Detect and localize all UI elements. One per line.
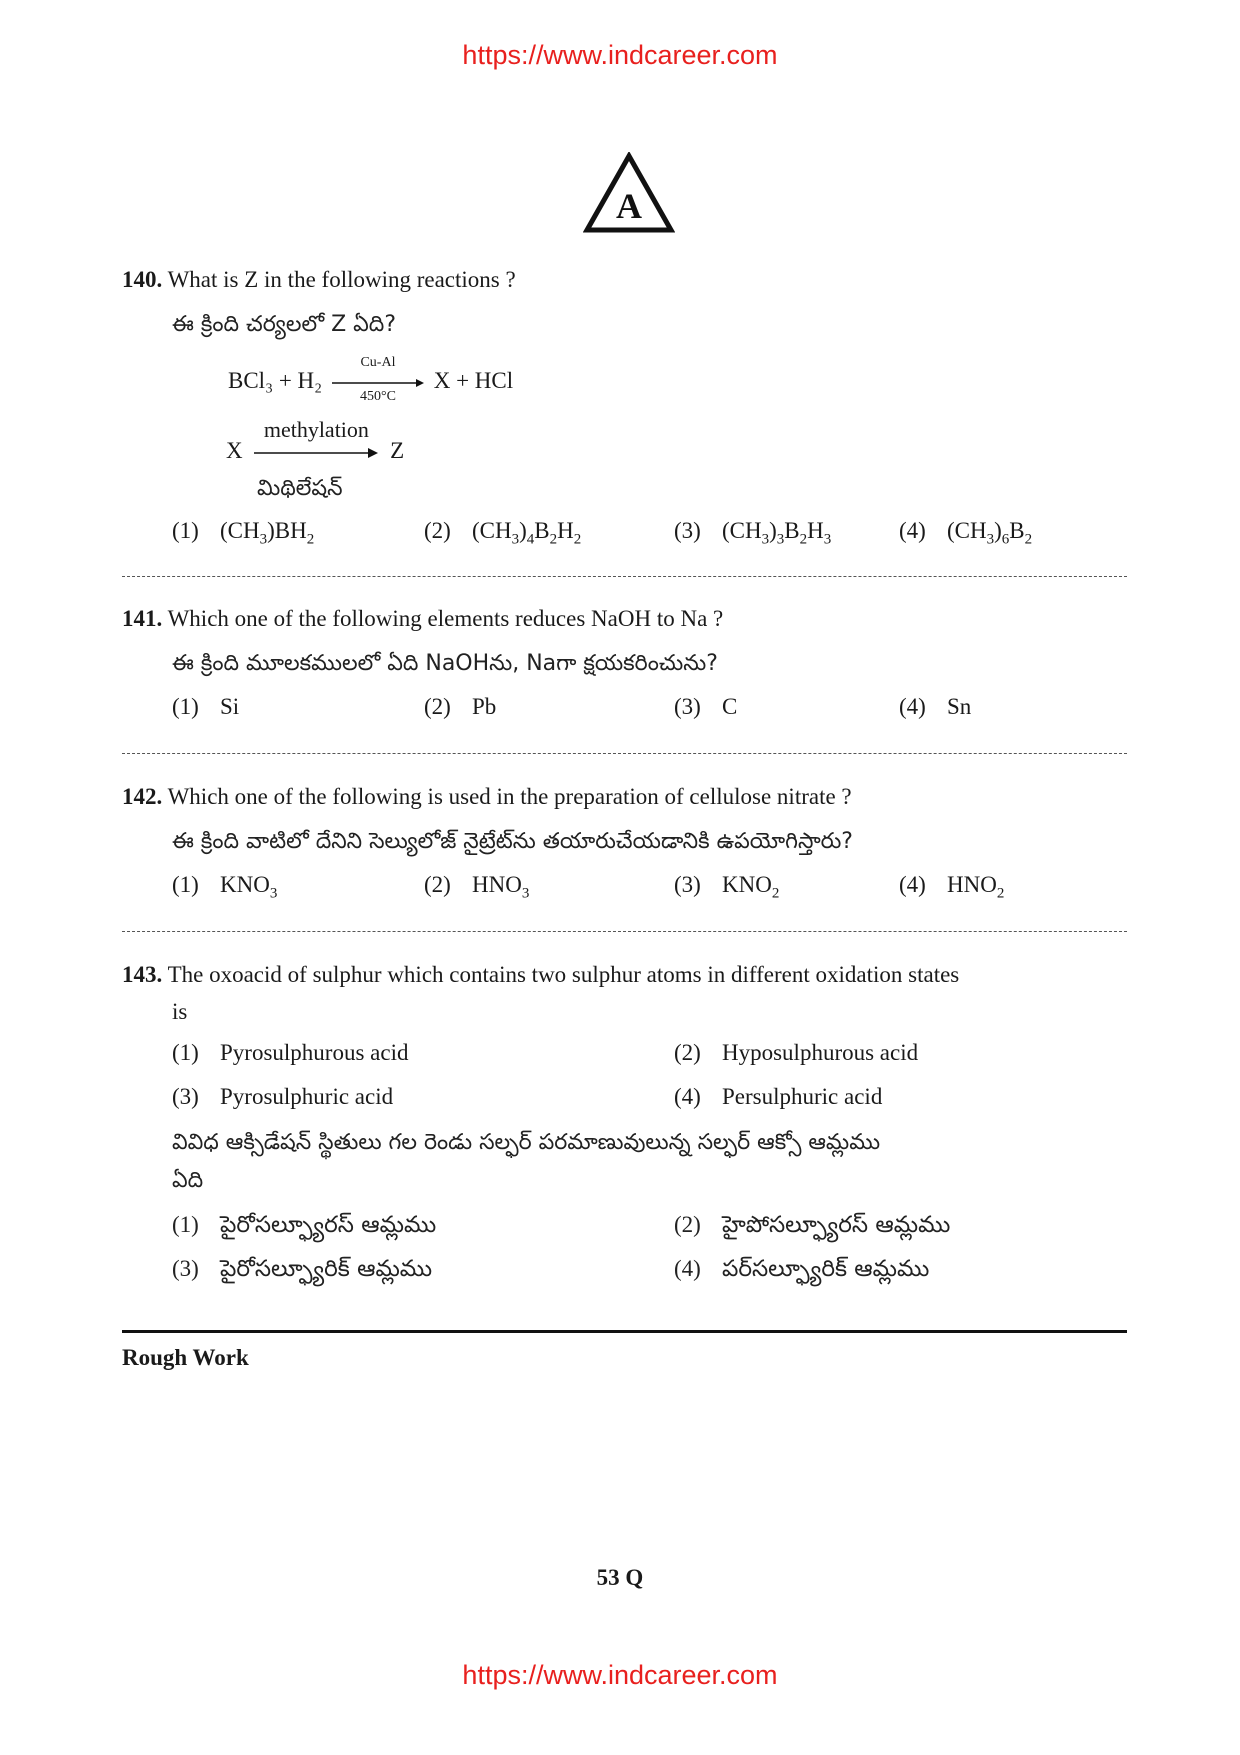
q143-option-4[interactable]: (4) Persulphuric acid xyxy=(674,1084,883,1109)
badge-letter: A xyxy=(616,186,642,226)
question-142 xyxy=(122,782,1127,812)
q142-option-1[interactable]: (1) $KNO_3$ xyxy=(172,872,278,902)
header-url[interactable]: https://www.indcareer.com xyxy=(462,40,778,70)
q143-telugu-option-1[interactable]: (1) పైరోసల్ఫ్యూరస్ ఆమ్లము xyxy=(172,1212,437,1238)
rough-work-label: Rough Work xyxy=(122,1345,249,1370)
q143-telugu-option-4[interactable]: (4) పర్‌సల్ఫ్యూరిక్ ఆమ్లము xyxy=(674,1256,930,1282)
divider xyxy=(122,931,1127,932)
divider xyxy=(122,576,1127,577)
q141-option-4[interactable]: (4) Sn xyxy=(899,694,972,719)
question-143-telugu-line1: వివిధ ఆక్సిడేషన్ స్థితులు గల రెండు సల్ఫర్ పరమాణువులున్న సల్ఫర్ ఆక్సో ఆమ్లము xyxy=(172,1130,881,1155)
question-140-telugu: ఈ క్రింది చర్యలలో Z ఏది? xyxy=(172,312,397,337)
reaction-1-reactants: BCl₃ + H₂ xyxy=(228,368,323,393)
q143-telugu-option-3[interactable]: (3) పైరోసల్ఫ్యూరిక్ ఆమ్లము xyxy=(172,1256,433,1282)
reaction-1 xyxy=(228,354,514,404)
q143-option-1[interactable]: (1) Pyrosulphurous acid xyxy=(172,1040,409,1065)
question-number: 143. xyxy=(122,962,163,987)
q142-option-3[interactable]: (3) $KNO_2$ xyxy=(674,872,780,902)
q141-option-3[interactable]: (3) C xyxy=(674,694,738,719)
divider xyxy=(122,753,1127,754)
question-143 xyxy=(122,960,1127,990)
question-143-telugu-line2: ఏది xyxy=(172,1168,204,1193)
q142-option-2[interactable]: (2) $HNO_3$ xyxy=(424,872,530,902)
q143-telugu-option-2[interactable]: (2) హైపోసల్ఫ్యూరస్ ఆమ్లము xyxy=(674,1212,951,1238)
reaction-1-arrow: Cu-Al 450°C xyxy=(332,373,424,393)
question-140 xyxy=(122,265,1127,295)
question-number: 142. xyxy=(122,784,163,809)
q140-option-3[interactable]: (3) $(CH_3)_3B_2H_3$ xyxy=(674,518,832,548)
q140-option-1[interactable]: (1) $(CH_3)BH_2$ xyxy=(172,518,315,548)
page-number: 53 Q xyxy=(596,1565,644,1590)
q140-option-2[interactable]: (2) $(CH_3)_4B_2H_2$ xyxy=(424,518,582,548)
footer-url[interactable]: https://www.indcareer.com xyxy=(462,1660,778,1690)
question-142-telugu: ఈ క్రింది వాటిలో దేనిని సెల్యులోజ్ నైట్రేట్‌ను తయారుచేయడానికి ఉపయోగిస్తారు? xyxy=(172,829,853,854)
q143-option-2[interactable]: (2) Hyposulphurous acid xyxy=(674,1040,919,1065)
question-number: 140. xyxy=(122,267,163,292)
reaction-1-products: X + HCl xyxy=(433,368,514,393)
question-text: The oxoacid of sulphur which contains two sulphur atoms in different oxidation states xyxy=(167,962,960,987)
reaction-2-product: Z xyxy=(390,438,405,463)
q140-option-4[interactable]: (4) $(CH_3)_6B_2$ xyxy=(899,518,1033,548)
reaction-2-arrow: methylation xyxy=(254,443,378,463)
question-number: 141. xyxy=(122,606,163,631)
q141-option-2[interactable]: (2) Pb xyxy=(424,694,497,719)
q143-option-3[interactable]: (3) Pyrosulphuric acid xyxy=(172,1084,394,1109)
question-text: Which one of the following is used in the preparation of cellulose nitrate ? xyxy=(167,784,852,809)
question-text: Which one of the following elements reduces NaOH to Na ? xyxy=(167,606,724,631)
reaction-2-reactant: X xyxy=(226,438,243,463)
version-badge xyxy=(583,152,675,234)
reaction-2 xyxy=(226,416,405,464)
question-141-telugu: ఈ క్రింది మూలకములలో ఏది NaOHను, Naగా క్షయకరించును? xyxy=(172,651,718,676)
question-143-line2: is xyxy=(172,999,188,1024)
q141-option-1[interactable]: (1) Si xyxy=(172,694,240,719)
rough-work-divider xyxy=(122,1330,1127,1333)
methylation-telugu: మిథిలేషన్ xyxy=(257,476,343,501)
question-text: What is Z in the following reactions ? xyxy=(167,267,516,292)
q142-option-4[interactable]: (4) $HNO_2$ xyxy=(899,872,1005,902)
question-141 xyxy=(122,604,1127,634)
